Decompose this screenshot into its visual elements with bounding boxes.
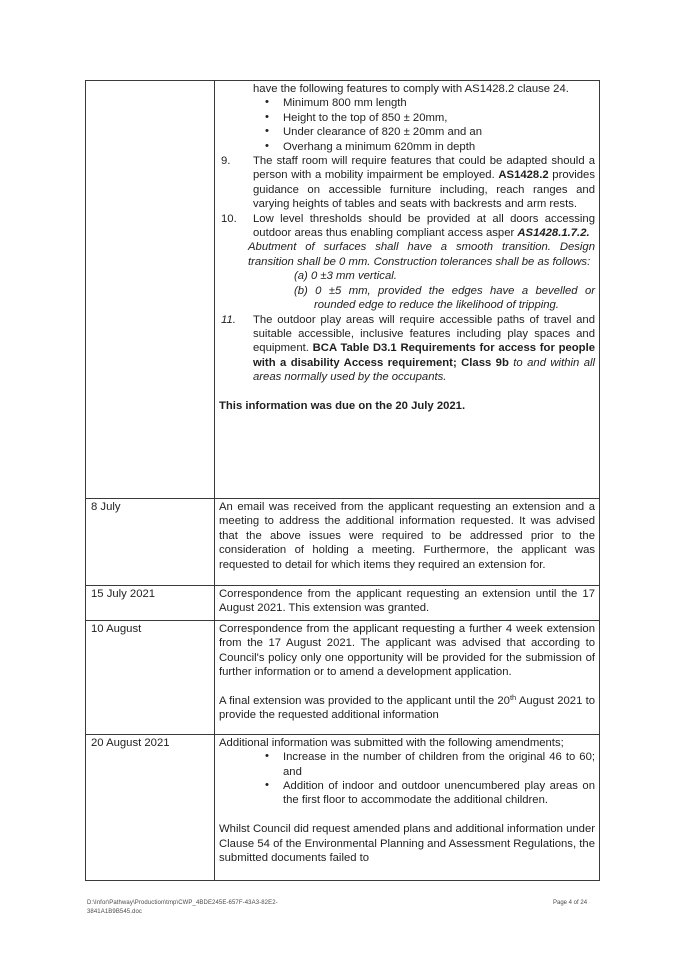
text-block: Correspondence from the applicant requesting an extension until the 17 August 2021. This extension was granted.	[219, 588, 595, 615]
table-row	[86, 499, 600, 586]
text-block: (a) 0 ±3 mm vertical.	[294, 270, 397, 283]
text-block: (b) 0 ±5 mm, provided the edges have a bevelled or rounded edge to reduce the likelihood of tripping.	[294, 284, 595, 312]
bullet-icon: •	[265, 779, 269, 792]
text-block: Abutment of surfaces shall have a smooth transition. Design transition shall be 0 mm. Construction tolerances shall be as follows:	[248, 241, 595, 268]
text-block: This information was due on the 20 July 2021.	[219, 399, 466, 412]
table-row	[86, 81, 600, 499]
footer-path-line1: D:\Infor\Pathway\Production\tmp\CWP_4BDE245E-657F-43A3-82E2-	[87, 900, 278, 906]
table-body	[86, 81, 600, 881]
text-block: • Overhang a minimum 620mm in depth	[265, 139, 476, 153]
content-cell	[215, 620, 600, 734]
table-row	[86, 620, 600, 734]
list-number: 10.	[221, 212, 237, 225]
content-cell	[215, 81, 600, 499]
list-number: 11.	[221, 313, 236, 326]
text-block: have the following features to comply with AS1428.2 clause 24.	[253, 83, 569, 95]
bullet-icon: •	[265, 96, 269, 109]
text-block: • Under clearance of 820 ± 20mm and an	[265, 125, 482, 139]
list-number: 9.	[221, 155, 231, 168]
text-block: • Increase in the number of children from the original 46 to 60; and	[265, 750, 595, 778]
footer-path-line2: 3841A1B9B545.doc	[87, 908, 142, 915]
text-block: 9. The staff room will require features that could be adapted should a person with a mobility impairment be employed. AS1428.2 provides guidance on accessible furniture including, reach ranges and varying heights of tables and seats with backrests and arm rests.	[221, 155, 595, 211]
text-block: • Addition of indoor and outdoor unencumbered play areas on the first floor to accommodate the additional children.	[265, 779, 595, 807]
date-cell: 8 July	[86, 499, 215, 586]
assessment-history-table	[85, 80, 600, 881]
blank-line	[219, 808, 595, 822]
content-cell	[215, 499, 600, 586]
blank-line	[219, 679, 595, 693]
date-cell: 20 August 2021	[86, 734, 215, 880]
footer-page-number: Page 4 of 24	[553, 900, 588, 906]
content-cell	[215, 734, 600, 880]
text-block: • Minimum 800 mm length	[265, 96, 407, 110]
text-block: • Height to the top of 850 ± 20mm,	[265, 110, 448, 124]
bullet-icon: •	[265, 139, 269, 152]
superscript: th	[509, 692, 517, 702]
content-cell	[215, 586, 600, 621]
date-cell	[86, 81, 215, 499]
text-block: 11. The outdoor play areas will require accessible paths of travel and suitable accessible, inclusive features including play spaces and equipment. BCA Table D3.1 Requirements for access for people with a disability Access requirement; Class 9b to and within all areas normally used by the occupants.	[221, 313, 596, 384]
blank-line	[219, 385, 595, 399]
bullet-icon: •	[265, 125, 269, 138]
footer-file-path	[87, 899, 278, 916]
bullet-icon: •	[265, 110, 269, 123]
bullet-icon: •	[265, 750, 269, 763]
table-row	[86, 734, 600, 880]
text-block: Additional information was submitted with the following amendments;	[219, 736, 564, 749]
text-block: A final extension was provided to the applicant until the 20th August 2021 to provide the requested additional information	[219, 692, 595, 722]
date-cell: 15 July 2021	[86, 586, 215, 621]
text-block: 10. Low level thresholds should be provided at all doors accessing outdoor areas thus enabling compliant access asper AS1428.1.7.2.	[221, 212, 595, 240]
text-block: Whilst Council did request amended plans and additional information under Clause 54 of the Environmental Planning and Assessment Regulations, the submitted documents failed to	[219, 823, 595, 865]
text-block: Correspondence from the applicant requesting a further 4 week extension from the 17 August 2021. The applicant was advised that according to Council's policy only one opportunity will be provided for the submission of further information or to amend a development application.	[219, 622, 595, 679]
text-block: An email was received from the applicant requesting an extension and a meeting to address the additional information requested. It was advised that the above issues were required to be addressed prior to the consideration of holding a meeting. Furthermore, the applicant was requested to detail for which items they required an extension for.	[219, 501, 595, 571]
table-row	[86, 586, 600, 621]
date-cell: 10 August	[86, 620, 215, 734]
